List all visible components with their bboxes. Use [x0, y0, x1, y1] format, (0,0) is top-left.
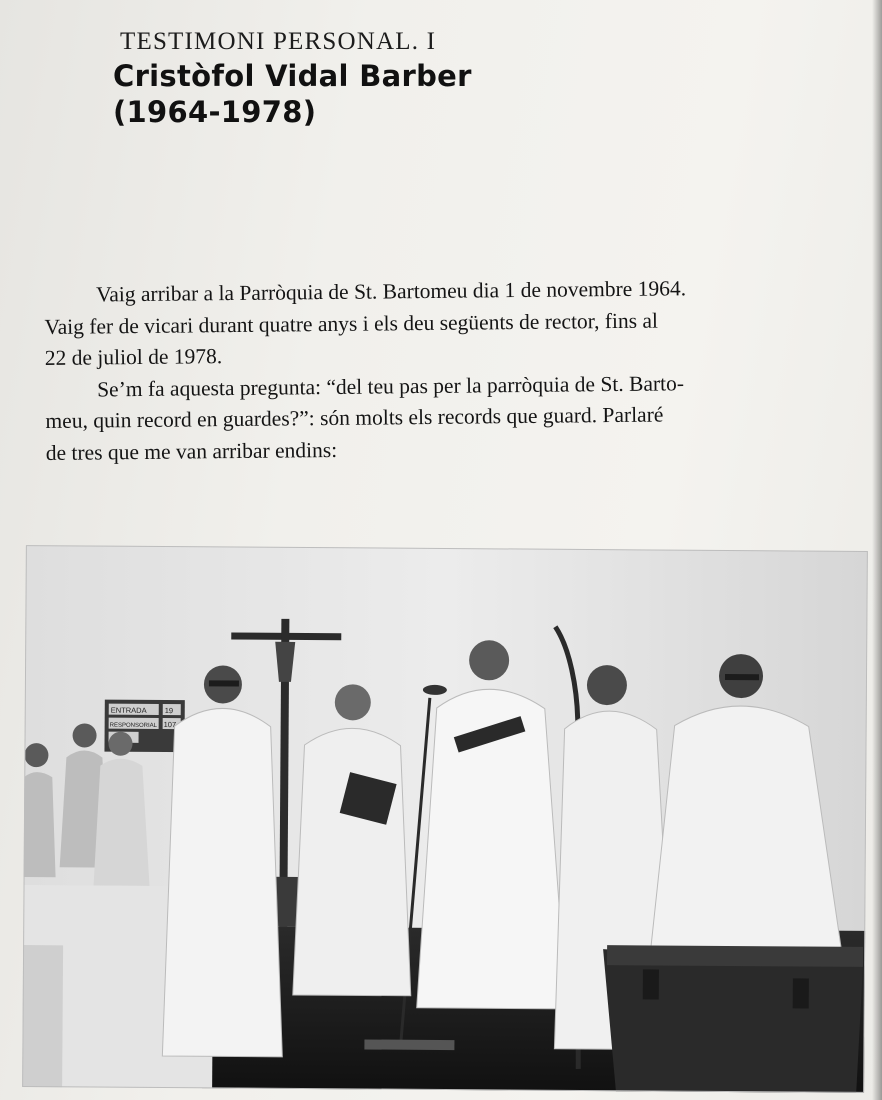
- paragraph-2-line-1: Se’m fa aquesta pregunta: “del teu pas per la parròquia de St. Barto-: [97, 370, 685, 401]
- board-label-2: RESPONSORIAL: [109, 722, 158, 729]
- section-kicker: TESTIMONI PERSONAL. I: [120, 28, 437, 55]
- board-label-1: ENTRADA: [110, 705, 147, 715]
- paragraph-1-line-1: Vaig arribar a la Parròquia de St. Bartomeu dia 1 de novembre 1964.: [96, 276, 687, 307]
- paragraph-1-line-3: 22 de juliol de 1978.: [44, 344, 223, 370]
- bw-photograph: [22, 545, 868, 1093]
- paragraph-2-line-3: de tres que me van arribar endins:: [45, 437, 338, 465]
- board-value-1: 19: [164, 706, 174, 716]
- page-edge-shadow: [872, 0, 882, 1100]
- priest-figure-1: [162, 665, 285, 1057]
- body-text: [44, 272, 836, 469]
- chapter-title: [113, 58, 472, 130]
- author-name: Cristòfol Vidal Barber: [113, 59, 472, 93]
- board-value-2: 107: [163, 720, 177, 730]
- date-range: (1964-1978): [113, 95, 317, 129]
- paragraph-2-line-2: meu, quin record en guardes?”: són molts els records que guard. Parlaré: [45, 402, 664, 433]
- paragraph-1-line-2: Vaig fer de vicari durant quatre anys i els deu següents de rector, fins al: [44, 308, 659, 339]
- wooden-chest: [602, 945, 863, 1093]
